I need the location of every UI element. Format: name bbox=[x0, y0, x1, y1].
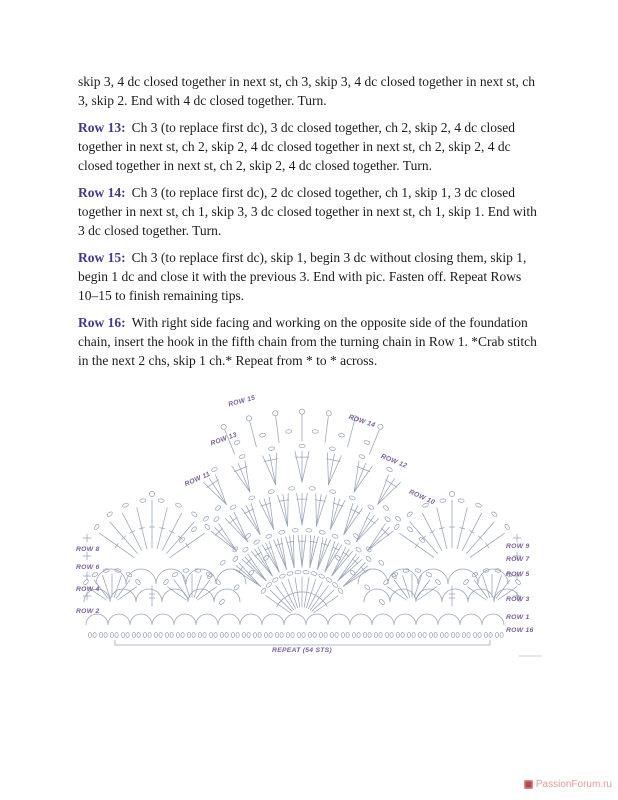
paragraph-text: skip 3, 4 dc closed together in next st, ch 3, skip 3, 4 dc closed together in next st, ch 3, skip 2. End with 4 dc closed together. Turn. bbox=[78, 74, 536, 108]
chart-row-label-12: ROW 12 bbox=[379, 453, 408, 470]
watermark-logo-icon bbox=[524, 780, 533, 789]
paragraph-text: Ch 3 (to replace first dc), 2 dc closed together, ch 1, skip 1, 3 dc closed together in next st, ch 1, skip 3, 3 dc closed together in next st, ch 1, skip 1. End with 3 dc closed together. Turn. bbox=[78, 185, 537, 238]
paragraph-text: Ch 3 (to replace first dc), skip 1, begin 3 dc without closing them, skip 1, begin 1 dc and close it with the previous 3. End with pic. Fasten off. Repeat Rows 10–15 to finish remaining tips. bbox=[78, 250, 527, 303]
row-heading: Row 16: bbox=[78, 315, 126, 330]
paragraph-text: With right side facing and working on the opposite side of the foundation chain, insert the hook in the fifth chain from the turning chain in Row 1. *Crab stitch in the next 2 chs, skip 1 ch.* Repeat from * to * across. bbox=[78, 315, 537, 368]
crochet-chart-symbols bbox=[70, 388, 550, 666]
chart-row-label-13: ROW 13 bbox=[209, 431, 238, 448]
chart-row-label-10: ROW 10 bbox=[407, 488, 436, 507]
chart-row-label-16: ROW 16 bbox=[506, 627, 534, 634]
paragraph bbox=[78, 183, 542, 240]
chart-row-label-11: ROW 11 bbox=[183, 470, 212, 489]
chart-row-label-8: ROW 8 bbox=[76, 546, 100, 553]
chart-row-label-7: ROW 7 bbox=[506, 556, 530, 563]
chart-row-label-6: ROW 6 bbox=[76, 564, 100, 571]
chart-row-label-14: ROW 14 bbox=[347, 413, 376, 430]
repeat-label: REPEAT (54 STS) bbox=[272, 647, 332, 654]
watermark-text: PassionForum.ru bbox=[535, 779, 612, 790]
paragraph bbox=[78, 248, 542, 305]
crochet-chart bbox=[70, 388, 550, 678]
chart-row-label-15: ROW 15 bbox=[227, 394, 256, 409]
chart-row-label-3: ROW 3 bbox=[506, 596, 530, 603]
paragraph bbox=[78, 313, 542, 370]
chart-row-label-4: ROW 4 bbox=[76, 586, 100, 593]
paragraph bbox=[78, 118, 542, 175]
paragraph-text: Ch 3 (to replace first dc), 3 dc closed together, ch 2, skip 2, 4 dc closed together in next st, ch 2, skip 2, 4 dc closed together in next st, ch 2, skip 2, 4 dc closed together in next st, ch 2, skip 2, 4 dc closed together. Turn. bbox=[78, 120, 515, 173]
row-heading: Row 15: bbox=[78, 250, 126, 265]
chart-row-label-9: ROW 9 bbox=[506, 543, 530, 550]
row-heading: Row 14: bbox=[78, 185, 126, 200]
watermark bbox=[524, 779, 612, 790]
chart-row-label-1: ROW 1 bbox=[506, 614, 530, 621]
row-heading: Row 13: bbox=[78, 120, 126, 135]
chart-row-label-2: ROW 2 bbox=[76, 608, 100, 615]
paragraph bbox=[78, 72, 542, 110]
chart-row-label-5: ROW 5 bbox=[506, 571, 530, 578]
pattern-instructions bbox=[78, 72, 542, 378]
